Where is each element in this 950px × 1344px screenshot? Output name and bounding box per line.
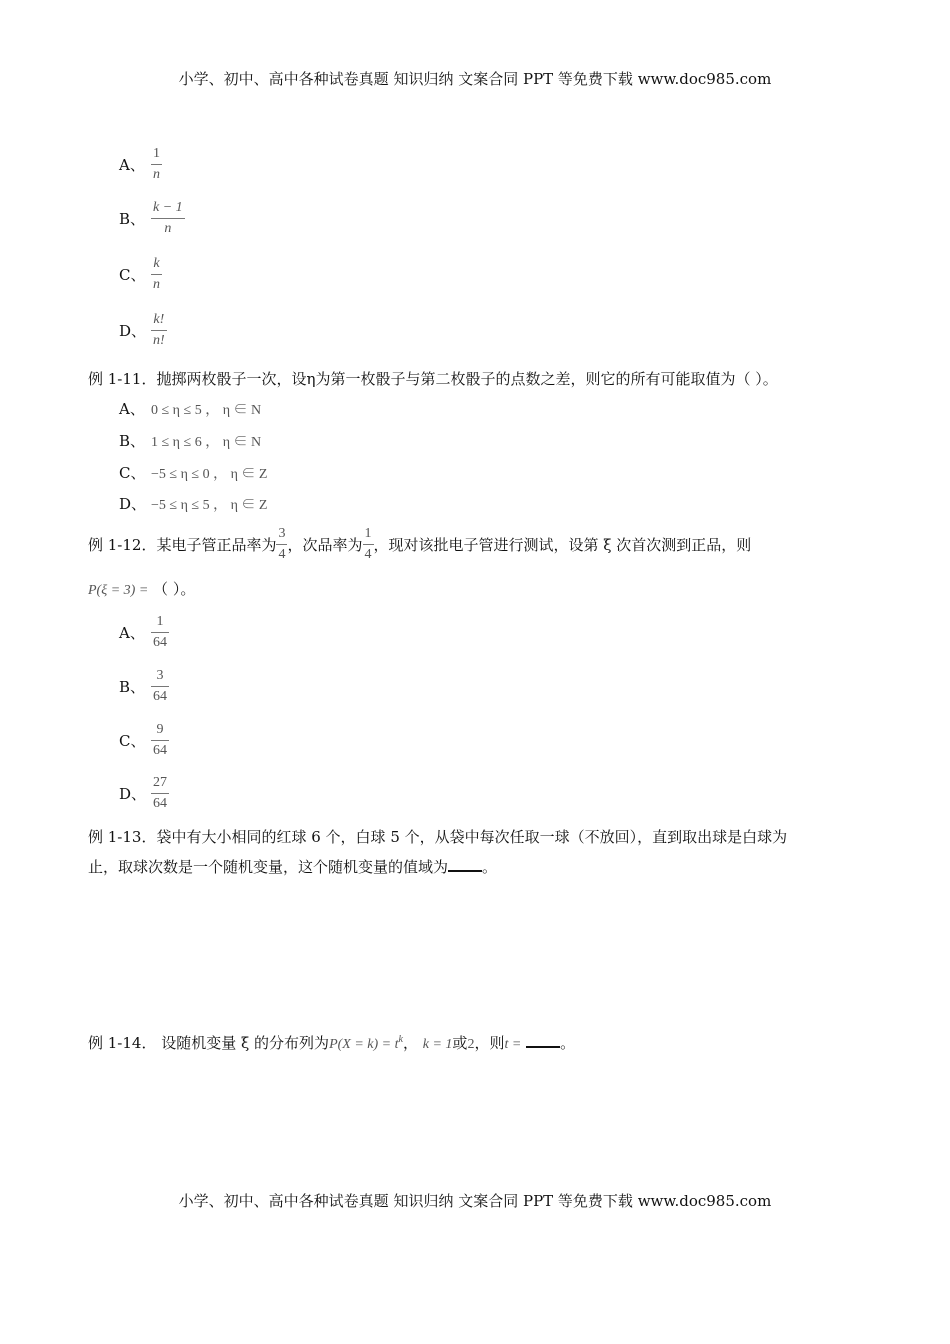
fraction: $\frac{1}{n}$ [153,146,160,182]
answer-blank[interactable] [526,1032,560,1048]
question-1-13: 例 1-13．袋中有大小相同的红球 6 个，白球 5 个，从袋中每次任取一球（不放回），直到取出球是白球为 [88,828,788,846]
q11-option-a: A、 0 ≤ η ≤ 5 ， η ∈ N [119,400,262,418]
fraction: $\frac{1}{64}$ [153,614,167,650]
option-b [119,200,185,237]
page-footer: 小学、初中、高中各种试卷真题 知识归纳 文案合同 PPT 等免费下载 www.doc985.com [178,1192,772,1210]
question-text: 抛掷两枚骰子一次，设η为第一枚骰子与第二枚骰子的点数之差，则它的所有可能取值为（ ）。 [156,370,778,388]
option-d [119,312,167,349]
option-label: D、 [119,322,147,340]
q12-option-c: C、 $\frac{9}{64}$ [119,722,167,758]
fraction: $\frac{k - 1}{n}$ [153,200,183,236]
question-number: 例 1-13． [88,828,157,846]
fraction: $\frac{27}{64}$ [153,775,167,811]
answer-blank[interactable] [448,856,482,872]
question-number: 例 1-12． [88,536,157,554]
option-label: A、 [119,156,145,174]
q11-option-c: C、 −5 ≤ η ≤ 0 ， η ∈ Z [119,464,268,482]
option-c [119,256,162,293]
question-1-12-line2: P(ξ = 3) = （ ）。 [88,580,196,598]
q12-option-a: A、 $\frac{1}{64}$ [119,614,167,650]
question-1-11 [88,368,778,389]
q11-option-b: B、 1 ≤ η ≤ 6 ， η ∈ N [119,432,262,450]
question-1-13-line2: 止，取球次数是一个随机变量，这个随机变量的值域为 。 [88,858,498,876]
question-number: 例 1-11． [88,370,157,388]
q12-option-b: B、 $\frac{3}{64}$ [119,668,167,704]
option-label: B、 [119,210,146,228]
option-label: C、 [119,266,146,284]
page-header: 小学、初中、高中各种试卷真题 知识归纳 文案合同 PPT 等免费下载 www.doc985.com [178,70,772,88]
question-1-14: 例 1-14． 设随机变量 ξ 的分布列为$P(X = k) = t^k$， k = 1或2，则t = 。 [88,1034,576,1052]
fraction: $\frac{k}{n}$ [153,256,160,292]
fraction: $\frac{3}{4}$ [278,526,286,562]
question-number: 例 1-14． [88,1034,157,1052]
fraction: $\frac{3}{64}$ [153,668,167,704]
fraction: $\frac{9}{64}$ [153,722,167,758]
question-1-12: 例 1-12． 某电子管正品率为 $\frac{3}{4}$ ，次品率为 $\frac{1}{4}$ ，现对该批电子管进行测试，设第 ξ 次首次测到正品，则 [88,526,752,562]
q12-option-d: D、 $\frac{27}{64}$ [119,775,167,811]
q11-option-d: D、 −5 ≤ η ≤ 5 ， η ∈ Z [119,495,268,513]
option-a [119,146,162,183]
fraction: $\frac{1}{4}$ [364,526,372,562]
fraction: $\frac{k!}{n!}$ [153,312,165,348]
